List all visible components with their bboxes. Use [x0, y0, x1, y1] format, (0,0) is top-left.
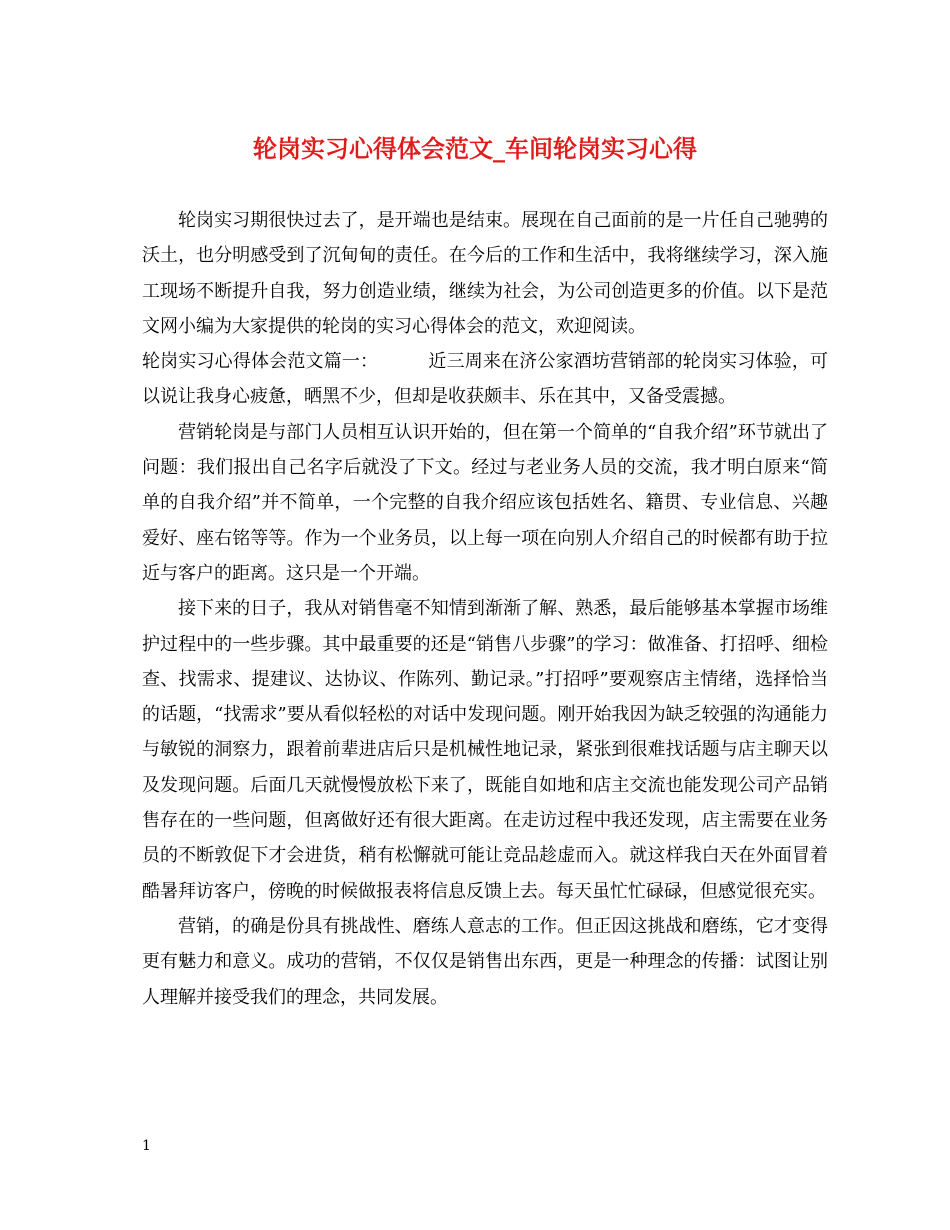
intro-paragraph: 轮岗实习期很快过去了，是开端也是结束。展现在自己面前的是一片任自己驰骋的沃土，也分明感受到了沉甸甸的责任。在今后的工作和生活中，我将继续学习，深入施工现场不断提升自我，努力创造业绩，继续为社会，为公司创造更多的价值。以下是范文网小编为大家提供的轮岗的实习心得体会的范文，欢迎阅读。: [142, 210, 828, 337]
page-number: 1: [142, 1138, 151, 1154]
document-title: 轮岗实习心得体会范文_车间轮岗实习心得: [253, 134, 697, 163]
section-label: 轮岗实习心得体会范文篇一：: [142, 351, 379, 373]
body-paragraph-3: 营销，的确是份具有挑战性、磨练人意志的工作。但正因这挑战和磨练，它才变得更有魅力和意义。成功的营销，不仅仅是销售出东西，更是一种理念的传播：试图让别人理解并接受我们的理念，共同发展。: [142, 915, 828, 1008]
body-paragraph-2: 接下来的日子，我从对销售毫不知情到渐渐了解、熟悉，最后能够基本掌握市场维护过程中的一些步骤。其中最重要的还是“销售八步骤”的学习：做准备、打招呼、细检查、找需求、提建议、达协议、作陈列、勤记录。”打招呼”要观察店主情绪，选择恰当的话题，“找需求”要从看似轻松的对话中发现问题。刚开始我因为缺乏较强的沟通能力与敏锐的洞察力，跟着前辈进店后只是机械性地记录，紧张到很难找话题与店主聊天以及发现问题。后面几天就慢慢放松下来了，既能自如地和店主交流也能发现公司产品销售存在的一些问题，但离做好还有很大距离。在走访过程中我还发现，店主需要在业务员的不断敦促下才会进货，稍有松懈就可能让竞品趁虚而入。就这样我白天在外面冒着酷暑拜访客户，傍晚的时候做报表将信息反馈上去。每天虽忙忙碌碌，但感觉很充实。: [142, 598, 828, 902]
section-first-text: 近三周来在济公家酒坊营销部的轮岗实习体验，可以说让我身心疲惫，晒黑不少，但却是收获颇丰、乐在其中，又备受震撼。: [142, 351, 829, 408]
document-body: [142, 203, 828, 1015]
body-paragraph-1: 营销轮岗是与部门人员相互认识开始的，但在第一个简单的“自我介绍”环节就出了问题：我们报出自己名字后就没了下文。经过与老业务人员的交流，我才明白原来“简单的自我介绍”并不简单，一个完整的自我介绍应该包括姓名、籍贯、专业信息、兴趣爱好、座右铭等等。作为一个业务员，以上每一项在向别人介绍自己的时候都有助于拉近与客户的距离。这只是一个开端。: [142, 421, 828, 584]
section-one-paragraph: [142, 344, 828, 415]
